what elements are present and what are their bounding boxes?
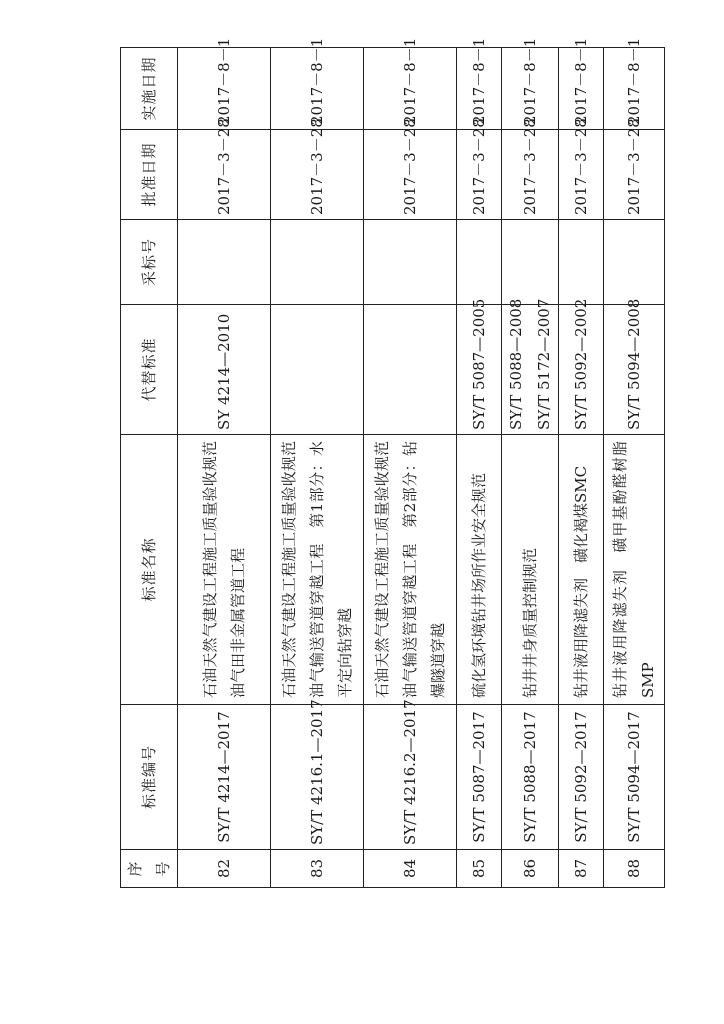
cell-implement: 2017－8－1 xyxy=(178,48,271,130)
cell-seq: 83 xyxy=(271,850,364,888)
cell-adopted xyxy=(502,220,559,305)
table-row xyxy=(457,48,502,888)
cell-code: SY/T 4214—2017 xyxy=(178,705,271,850)
header-implement: 实施日期 xyxy=(121,48,178,130)
header-row xyxy=(121,48,178,888)
cell-implement: 2017－8－1 xyxy=(457,48,502,130)
cell-replaced xyxy=(364,305,457,435)
header-seq: 序号 xyxy=(121,850,178,888)
replaced-standard: SY/T 5172—2007 xyxy=(535,298,553,430)
replaced-standard: SY/T 5094—2008 xyxy=(625,298,643,430)
cell-adopted xyxy=(178,220,271,305)
rotated-page xyxy=(120,37,657,888)
replaced-standard: SY/T 5087—2005 xyxy=(470,298,488,430)
cell-adopted xyxy=(271,220,364,305)
replaced-standard: SY 4214—2010 xyxy=(215,313,233,430)
cell-replaced xyxy=(559,298,604,435)
cell-name: 石油天然气建设工程施工质量验收规范 油气输送管道穿越工程 第2部分：钻爆隧道穿越 xyxy=(364,435,457,705)
table-row xyxy=(271,48,364,888)
cell-name: 钻井液用降滤失剂 磺化褐煤SMC xyxy=(559,435,604,705)
table-row xyxy=(604,48,665,888)
cell-implement: 2017－8－1 xyxy=(364,48,457,130)
cell-replaced xyxy=(604,298,665,435)
cell-implement: 2017－8－1 xyxy=(502,48,559,130)
cell-approval: 2017－3－28 xyxy=(457,130,502,220)
cell-replaced xyxy=(271,305,364,435)
cell-approval: 2017－3－28 xyxy=(271,130,364,220)
cell-code: SY/T 4216.2—2017 xyxy=(364,705,457,850)
table-row xyxy=(364,48,457,888)
table-body xyxy=(178,37,665,888)
cell-name: 钻井井身质量控制规范 xyxy=(502,435,559,705)
cell-seq: 84 xyxy=(364,850,457,888)
cell-implement: 2017－8－1 xyxy=(559,48,604,130)
cell-code: SY/T 5094—2017 xyxy=(604,705,665,850)
cell-adopted xyxy=(364,220,457,305)
cell-name: 石油天然气建设工程施工质量验收规范 油气输送管道穿越工程 第1部分：水平定向钻穿越 xyxy=(271,435,364,705)
cell-adopted xyxy=(559,220,604,305)
header-name: 标准名称 xyxy=(121,435,178,705)
cell-implement: 2017－8－1 xyxy=(604,48,665,130)
cell-name: 钻井液用降滤失剂 磺甲基酚醛树脂SMP xyxy=(604,435,665,705)
cell-adopted xyxy=(457,220,502,305)
cell-seq: 82 xyxy=(178,850,271,888)
cell-code: SY/T 5087—2017 xyxy=(457,705,502,850)
replaced-standard: SY/T 5092—2002 xyxy=(572,298,590,430)
cell-seq: 86 xyxy=(502,850,559,888)
cell-approval: 2017－3－28 xyxy=(502,130,559,220)
cell-name: 硫化氢环境钻井场所作业安全规范 xyxy=(457,435,502,705)
replaced-standard: SY/T 5088—2008 xyxy=(507,298,525,430)
cell-replaced xyxy=(178,305,271,435)
header-replaced: 代替标准 xyxy=(121,305,178,435)
table-row xyxy=(559,48,604,888)
standards-table xyxy=(120,37,665,888)
table-row xyxy=(502,48,559,888)
cell-seq: 88 xyxy=(604,850,665,888)
cell-implement: 2017－8－1 xyxy=(271,48,364,130)
header-code: 标准编号 xyxy=(121,705,178,850)
cell-seq: 87 xyxy=(559,850,604,888)
cell-approval: 2017－3－28 xyxy=(178,130,271,220)
header-approval: 批准日期 xyxy=(121,130,178,220)
header-adopted: 采标号 xyxy=(121,220,178,305)
cell-name: 石油天然气建设工程施工质量验收规范 油气田非金属管道工程 xyxy=(178,435,271,705)
cell-code: SY/T 5092—2017 xyxy=(559,705,604,850)
cell-replaced xyxy=(457,298,502,435)
table-row xyxy=(178,48,271,888)
cell-code: SY/T 5088—2017 xyxy=(502,705,559,850)
cell-adopted xyxy=(604,220,665,305)
cell-approval: 2017－3－28 xyxy=(559,130,604,220)
cell-code: SY/T 4216.1—2017 xyxy=(271,705,364,850)
cell-seq: 85 xyxy=(457,850,502,888)
cell-approval: 2017－3－28 xyxy=(604,130,665,220)
cell-replaced xyxy=(502,298,559,435)
cell-approval: 2017－3－28 xyxy=(364,130,457,220)
